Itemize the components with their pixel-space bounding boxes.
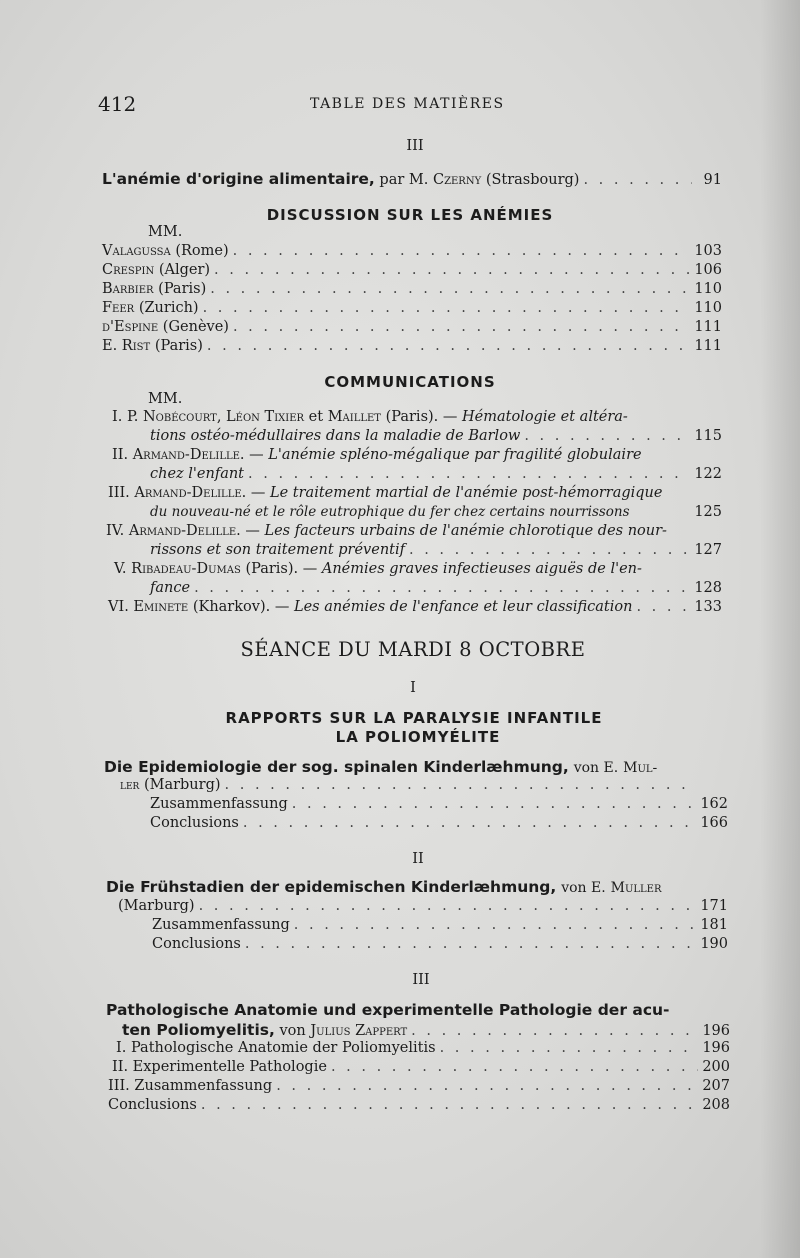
dot-leader <box>294 917 697 933</box>
discussion-item <box>102 338 722 354</box>
report-3-sub: I. Pathologische Anatomie der Poliomyelitis . . . 196 <box>116 1040 730 1056</box>
dot-leader <box>199 898 697 914</box>
communication-5-line1: V. Ribadeau-Dumas (Paris). — Anémies graves infectieuses aiguës de l'en- <box>114 561 642 577</box>
section-roman-iii: III <box>406 138 424 154</box>
item-name: Crespin <box>102 262 155 278</box>
report-3-title-line1: Pathologische Anatomie und experimentelle Pathologie der acu- <box>106 1001 670 1019</box>
item-name: Barbier <box>102 281 154 297</box>
dot-leader <box>331 1059 698 1075</box>
communications-heading: COMMUNICATIONS <box>324 373 496 391</box>
item-name: d'Espine <box>102 319 159 335</box>
item-page: 111 <box>694 319 722 335</box>
dot-leader <box>245 936 696 952</box>
rapports-heading-line1: RAPPORTS SUR LA PARALYSIE INFANTILE <box>225 709 603 727</box>
page-number: 412 <box>98 92 137 116</box>
dot-leader <box>292 796 697 812</box>
roman-iii: III <box>412 972 430 988</box>
report-2-sub: Conclusions . . . 190 <box>152 936 728 952</box>
mm-label: MM. <box>148 224 183 240</box>
discussion-item <box>102 243 722 259</box>
item-place: (Genève) <box>162 319 229 335</box>
dot-leader <box>194 580 690 596</box>
item-place: (Paris) <box>154 338 203 354</box>
seance-roman-i: I <box>410 680 416 696</box>
entry-place: (Strasbourg) <box>485 172 580 188</box>
report-2-author-line: (Marburg) . . . 171 <box>118 898 728 914</box>
communication-4-line1: IV. Armand-Delille. — Les facteurs urbains de l'anémie chlorotique des nour- <box>106 523 667 539</box>
dot-leader <box>248 466 690 482</box>
dot-leader <box>203 300 691 316</box>
communication-2-line2: chez l'enfant . . . 122 <box>150 466 722 482</box>
communication-5-line2: fance . . . 128 <box>150 580 722 596</box>
dot-leader <box>440 1040 699 1056</box>
entry-title: L'anémie d'origine alimentaire, <box>102 170 375 188</box>
mm-label: MM. <box>148 391 183 407</box>
dot-leader <box>210 281 690 297</box>
communication-3-line1: III. Armand-Delille. — Le traitement martial de l'anémie post-hémorragique <box>108 485 663 501</box>
toc-entry-anemie <box>102 170 722 188</box>
communication-1-line2: tions ostéo-médullaires dans la maladie de Barlow . . . 115 <box>150 428 722 444</box>
item-name: E. Rist <box>102 338 151 354</box>
discussion-item <box>102 319 722 335</box>
dot-leader <box>243 815 696 831</box>
report-1-author-line: ler (Marburg) . . . <box>120 777 690 793</box>
discussion-item <box>102 281 722 297</box>
report-2-title: Die Frühstadien der epidemischen Kinderlæhmung, von E. Muller <box>106 878 662 896</box>
dot-leader <box>214 262 690 278</box>
dot-leader <box>233 319 690 335</box>
dot-leader <box>276 1078 698 1094</box>
roman-ii: II <box>412 851 424 867</box>
dot-leader <box>636 599 690 615</box>
dot-leader <box>411 1023 698 1039</box>
item-place: (Paris) <box>158 281 207 297</box>
report-2-sub: Zusammenfassung . . . 181 <box>152 917 728 933</box>
entry-author: Czerny <box>432 172 482 188</box>
discussion-item <box>102 300 722 316</box>
communication-2-line1: II. Armand-Delille. — L'anémie spléno-mégalique par fragilité globulaire <box>112 447 642 463</box>
communication-4-line2: rissons et son traitement préventif . . . 127 <box>150 542 722 558</box>
item-place: (Zurich) <box>138 300 199 316</box>
discussion-heading: DISCUSSION SUR LES ANÉMIES <box>266 206 554 224</box>
report-3-title-line2: ten Poliomyelitis, von Julius Zappert . . . 196 <box>122 1021 730 1039</box>
item-place: (Rome) <box>175 243 229 259</box>
item-page: 110 <box>694 281 722 297</box>
item-page: 106 <box>694 262 722 278</box>
dot-leader <box>409 542 690 558</box>
communication-6: VI. Eminete (Kharkov). — Les anémies de l'enfance et leur classification . . . 133 <box>108 599 722 615</box>
communication-3-line2: du nouveau-né et le rôle eutrophique du fer chez certains nourrissons 125 <box>150 504 722 520</box>
report-3-sub: III. Zusammenfassung . . . 207 <box>108 1078 730 1094</box>
dot-leader <box>201 1097 698 1113</box>
dot-leader <box>233 243 691 259</box>
page-edge-shadow <box>760 0 800 1258</box>
communication-1-line1: I. P. Nobécourt, Léon Tixier et Maillet (Paris). — Hématologie et altéra- <box>112 409 628 425</box>
report-3-sub: Conclusions . . . 208 <box>108 1097 730 1113</box>
report-3-sub: II. Experimentelle Pathologie . . . 200 <box>112 1059 730 1075</box>
dot-leader <box>524 428 690 444</box>
running-title: TABLE DES MATIÈRES <box>310 96 505 112</box>
item-place: (Alger) <box>158 262 211 278</box>
dot-leader <box>225 777 686 793</box>
report-1-sub: Conclusions . . . 166 <box>150 815 728 831</box>
report-1-title: Die Epidemiologie der sog. spinalen Kinderlæhmung, von E. Mul- <box>104 758 658 776</box>
item-name: Valagussa <box>102 243 171 259</box>
entry-page: 91 <box>703 172 722 188</box>
item-name: Feer <box>102 300 135 316</box>
seance-title: SÉANCE DU MARDI 8 OCTOBRE <box>240 638 586 661</box>
item-page: 111 <box>694 338 722 354</box>
dot-leader <box>583 172 692 188</box>
discussion-item <box>102 262 722 278</box>
report-1-sub: Zusammenfassung . . . 162 <box>150 796 728 812</box>
dot-leader <box>207 338 690 354</box>
entry-author-prefix: par M. <box>379 172 429 188</box>
item-page: 103 <box>694 243 722 259</box>
item-page: 110 <box>694 300 722 316</box>
rapports-heading-line2: LA POLIOMYÉLITE <box>335 728 501 746</box>
